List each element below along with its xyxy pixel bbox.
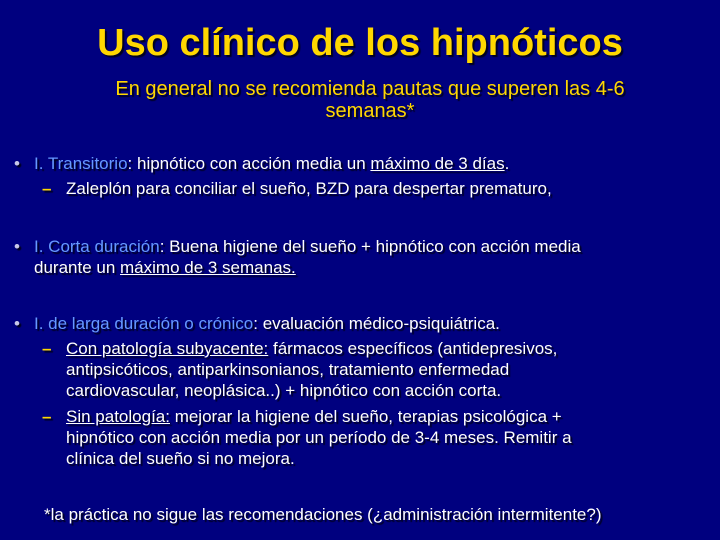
bullet-text [34, 153, 509, 174]
bullet-dot-icon: • [14, 314, 20, 333]
bullet-dot-icon: • [14, 154, 20, 173]
sub-item-text: Zaleplón para conciliar el sueño, BZD para despertar prematuro, [66, 179, 552, 198]
bullet-body: : evaluación médico-psiquiátrica. [253, 314, 500, 333]
bullet-dot-icon: • [14, 237, 20, 256]
sub-item-line-1: fármacos específicos (antidepresivos, [268, 339, 558, 358]
bullet-body-line-2: durante un [34, 258, 121, 277]
bullet-label: I. de larga duración o crónico [34, 314, 254, 333]
bullet-emphasis: máximo de 3 días [370, 154, 505, 173]
subtitle-line-2: semanas* [325, 100, 415, 122]
slide-title: Uso clínico de los hipnóticos [97, 22, 623, 64]
sub-item-line-2: antipsicóticos, antiparkinsonianos, tratamiento enfermedad [66, 360, 510, 379]
bullet-body: : Buena higiene del sueño + hipnótico con acción media [159, 237, 581, 256]
dash-icon: – [42, 407, 52, 426]
dash-icon: – [42, 339, 52, 358]
subtitle-line-1: En general no se recomienda pautas que superen las 4-6 [115, 78, 625, 100]
slide-subtitle [40, 78, 700, 122]
sub-item-line-3: cardiovascular, neoplásica..) + hipnótico con acción corta. [66, 381, 502, 400]
footnote: *la práctica no sigue las recomendaciones (¿administración intermitente?) [44, 505, 602, 524]
sub-item-line-1: mejorar la higiene del sueño, terapias psicológica + [169, 407, 562, 426]
bullet-body: : hipnótico con acción media un [127, 154, 371, 173]
sub-item-label: Sin patología: [66, 407, 170, 426]
bullet-text [34, 236, 581, 278]
bullet-end: . [504, 154, 510, 173]
sub-item-label: Con patología subyacente: [66, 339, 269, 358]
sub-item-line-3: clínica del sueño si no mejora. [66, 449, 295, 468]
sub-item-text [66, 338, 557, 401]
bullet-text [34, 313, 500, 334]
dash-icon: – [42, 179, 52, 198]
bullet-label: I. Corta duración [34, 237, 160, 256]
sub-item-line-2: hipnótico con acción media por un período de 3-4 meses. Remitir a [66, 428, 572, 447]
bullet-emphasis: máximo de 3 semanas. [120, 258, 296, 277]
bullet-label: I. Transitorio [34, 154, 128, 173]
sub-item-text [66, 406, 572, 469]
